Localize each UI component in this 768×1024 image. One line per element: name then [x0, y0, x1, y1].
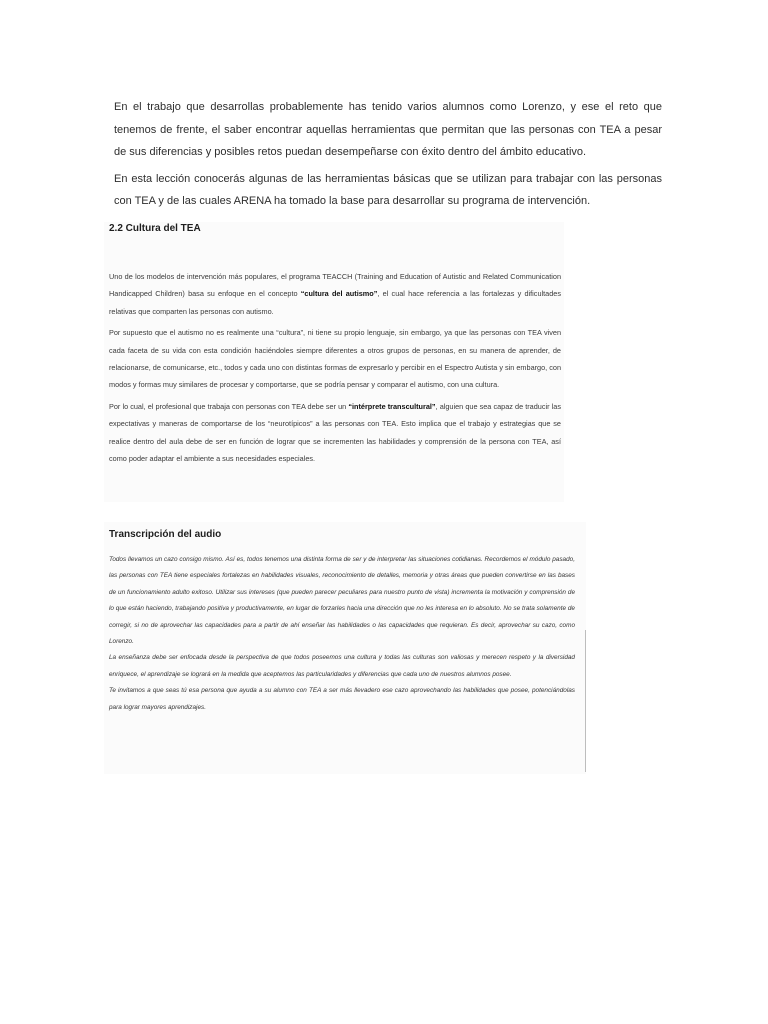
transcript-paragraph-1: Todos llevamos un cazo consigo mismo. Así es, todos tenemos una distinta forma de ser y de interpretar las situaciones cotidianas. Recordemos el módulo pasado, las personas con TEA tiene especiales fortalezas en habilidades visuales, reconocimiento de detalles, memoria y otras áreas que pueden convertirse en las bases de un funcionamiento adulto exitoso. Utilizar sus intereses (que pueden parecer peculiares para nuestro punto de vista) incrementa la motivación y comprensión de lo que están haciendo, trabajando positiva y productivamente, en lugar de forzarles hacia una dirección que no les interesa en lo absoluto. No se trata solamente de corregir, si no de aprovechar las capacidades para a partir de ahí enseñar las habilidades o las capacidades que requieran. Es decir, aprovechar su cazo, como Lorenzo. — [109, 556, 575, 646]
transcript-divider — [585, 630, 586, 772]
section-paragraph-3 — [109, 398, 561, 468]
section-p3-text-end: , alguien que sea capaz de traducir las expectativas y maneras de comportarse de los “neurotípicos” a las personas con TEA. Esto implica que el trabajo y estrategias que se realice dentro del aula debe de ser en función de lograr que se incrementen las habilidades y comprensión de la persona con TEA, así como poder adaptar el ambiente a sus necesidades especiales. — [109, 401, 561, 464]
section-paragraph-2: Por supuesto que el autismo no es realmente una “cultura”, ni tiene su propio lenguaje, sin embargo, ya que las personas con TEA viven cada faceta de su vida con esta condición haciéndoles siempre diferentes a otros grupos de personas, en su manera de aprender, de relacionarse, de comunicarse, etc., todos y cada uno con distintas formas de expresarlo y percibir en el Espectro Autista y sin embargo, con modos y formas muy similares de procesar y comportarse, que se podría pensar y comparar el autismo, con una cultura. — [109, 328, 561, 390]
intro-paragraph-2: En esta lección conocerás algunas de las herramientas básicas que se utilizan para trabajar con las personas con TEA y de las cuales ARENA ha tomado la base para desarrollar su programa de intervención. — [114, 172, 662, 207]
section-p1-text-end: , el cual hace referencia a las fortalezas y dificultades relativas que comparten las personas con autismo. — [109, 289, 561, 316]
section-paragraph-1 — [109, 268, 561, 320]
section-p1-bold: “cultura del autismo” — [300, 289, 378, 299]
transcript-paragraph-2: La enseñanza debe ser enfocada desde la perspectiva de que todos poseemos una cultura y todas las culturas son valiosas y merecen respeto y la diversidad enriquece, el aprendizaje se logrará en la medida que aceptemos las particularidades y diferencias que cada uno de nuestros alumnos posee. — [109, 654, 575, 678]
section-image-cultura-tea — [104, 222, 564, 502]
section-p3-bold: “intérprete transcultural” — [348, 401, 436, 411]
intro-text — [114, 96, 662, 217]
transcript-body — [109, 552, 575, 716]
transcript-heading: Transcripción del audio — [109, 529, 222, 540]
section-p1-text: Uno de los modelos de intervención más populares, el programa TEACCH (Training and Education of Autistic and Related Communication Handicapped Children) basa su enfoque en el concepto — [109, 272, 561, 299]
section-heading: 2.2 Cultura del TEA — [109, 223, 201, 234]
transcript-paragraph-3: Te invitamos a que seas tú esa persona que ayuda a su alumno con TEA a ser más llevadero ese cazo aprovechando las habilidades que posee, potenciándolas para lograr mayores aprendizajes. — [109, 687, 575, 711]
intro-paragraph-1: En el trabajo que desarrollas probablemente has tenido varios alumnos como Lorenzo, y ese el reto que tenemos de frente, el saber encontrar aquellas herramientas que permitan que las personas con TEA a pesar de sus diferencias y posibles retos puedan desempeñarse con éxito dentro del ámbito educativo. — [114, 101, 662, 158]
section-p3-text: Por lo cual, el profesional que trabaja con personas con TEA debe ser un — [109, 401, 349, 411]
transcript-image — [104, 522, 586, 774]
section-body — [109, 268, 561, 471]
